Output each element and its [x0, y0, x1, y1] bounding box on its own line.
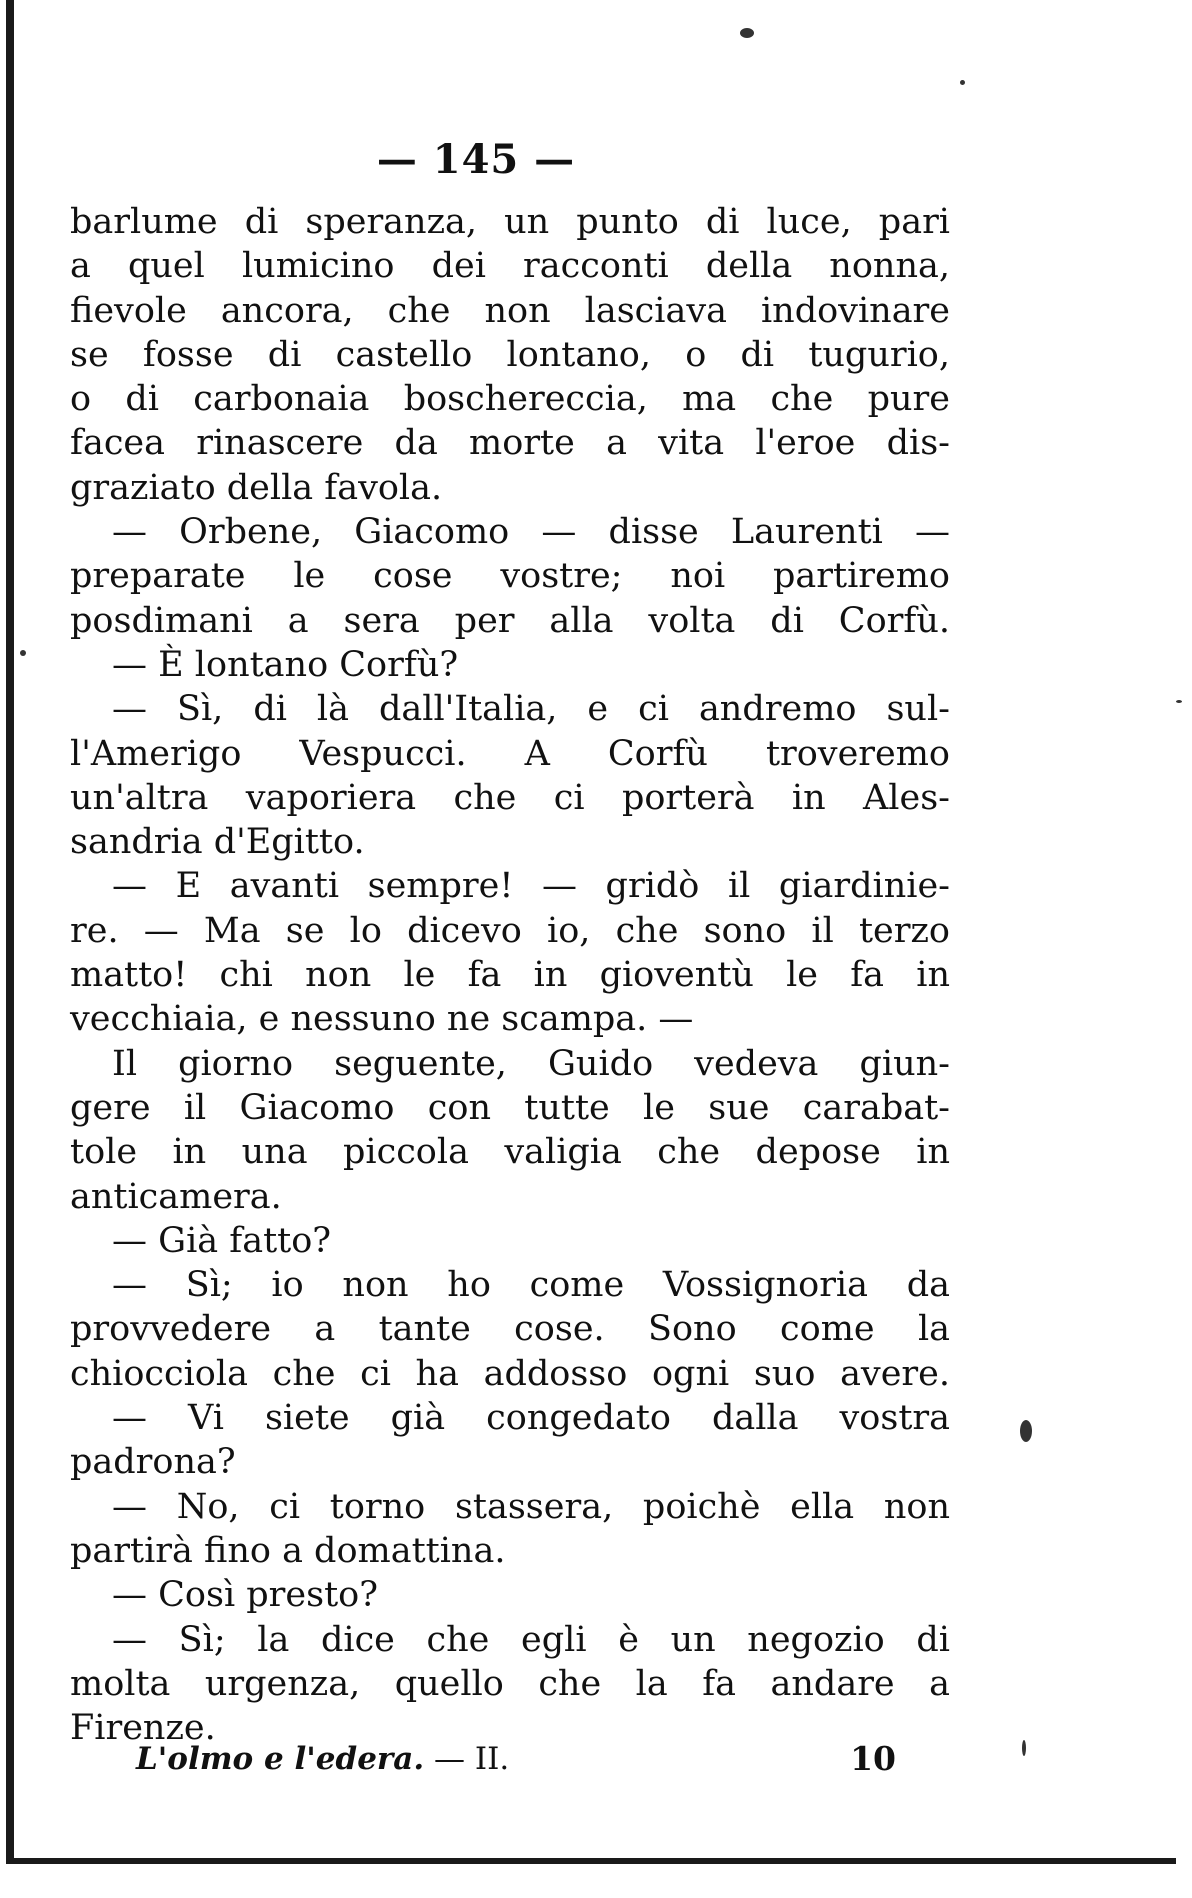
scan-speck	[20, 650, 26, 656]
footer-book-title: L'olmo e l'edera.	[136, 1741, 425, 1777]
text-line: padrona?	[70, 1442, 236, 1483]
text-line: gere il Giacomo con tutte le sue carabat-	[70, 1087, 950, 1128]
text-line: — Vi siete già congedato dalla vostra	[112, 1398, 950, 1439]
text-line: l'Amerigo Vespucci. A Corfù troveremo	[70, 733, 950, 774]
bottom-page-border	[6, 1858, 1176, 1864]
text-line: anticamera.	[70, 1176, 282, 1217]
scan-speck	[1176, 700, 1182, 703]
left-page-border	[6, 0, 14, 1860]
text-line: se fosse di castello lontano, o di tugurio,	[70, 334, 950, 375]
text-line: chiocciola che ci ha addosso ogni suo avere.	[70, 1353, 950, 1394]
text-line: — È lontano Corfù?	[112, 644, 459, 685]
text-line: Firenze.	[70, 1708, 216, 1749]
text-line: provvedere a tante cose. Sono come la	[70, 1309, 950, 1350]
scan-speck	[960, 80, 965, 85]
text-line: re. — Ma se lo dicevo io, che sono il terzo	[70, 910, 950, 951]
text-line: posdimani a sera per alla volta di Corfù.	[70, 600, 950, 641]
text-line: o di carbonaia boschereccia, ma che pure	[70, 379, 950, 420]
scan-speck	[1022, 1740, 1026, 1756]
text-line: Il giorno seguente, Guido vedeva giun-	[112, 1043, 950, 1084]
text-line: — Già fatto?	[112, 1220, 332, 1261]
text-line: — Sì, di là dall'Italia, e ci andremo sul-	[112, 689, 950, 730]
page-header	[0, 136, 1192, 183]
page-footer	[136, 1735, 896, 1783]
text-line: fievole ancora, che non lasciava indovinare	[70, 290, 950, 331]
text-line: — Orbene, Giacomo — disse Laurenti —	[112, 512, 950, 553]
text-line: partirà fino a domattina.	[70, 1530, 506, 1571]
text-line: un'altra vaporiera che ci porterà in Ales-	[70, 777, 950, 818]
footer-signature-number: 10	[850, 1739, 896, 1778]
text-line: — No, ci torno stassera, poichè ella non	[112, 1486, 950, 1527]
page-number: — 145 —	[376, 136, 576, 183]
text-line: graziato della favola.	[70, 467, 443, 508]
text-line: matto! chi non le fa in gioventù le fa in	[70, 955, 950, 996]
text-line: facea rinascere da morte a vita l'eroe dis-	[70, 423, 950, 464]
text-line: tole in una piccola valigia che depose in	[70, 1132, 950, 1173]
text-line: vecchiaia, e nessuno ne scampa. —	[70, 999, 694, 1040]
text-line: molta urgenza, quello che la fa andare a	[70, 1663, 950, 1704]
text-line: — Così presto?	[112, 1575, 378, 1616]
scan-speck	[1020, 1420, 1032, 1442]
scan-speck	[740, 28, 754, 38]
body-text	[70, 200, 950, 1750]
text-line: a quel lumicino dei racconti della nonna,	[70, 246, 950, 287]
footer-volume: — II.	[434, 1741, 510, 1777]
text-line: — Sì; la dice che egli è un negozio di	[112, 1619, 950, 1660]
text-line: barlume di speranza, un punto di luce, pari	[70, 202, 950, 242]
text-line: — E avanti sempre! — gridò il giardinie-	[112, 866, 950, 907]
text-line: — Sì; io non ho come Vossignoria da	[112, 1265, 950, 1306]
text-line: preparate le cose vostre; noi partiremo	[70, 556, 950, 597]
text-line: sandria d'Egitto.	[70, 822, 365, 863]
